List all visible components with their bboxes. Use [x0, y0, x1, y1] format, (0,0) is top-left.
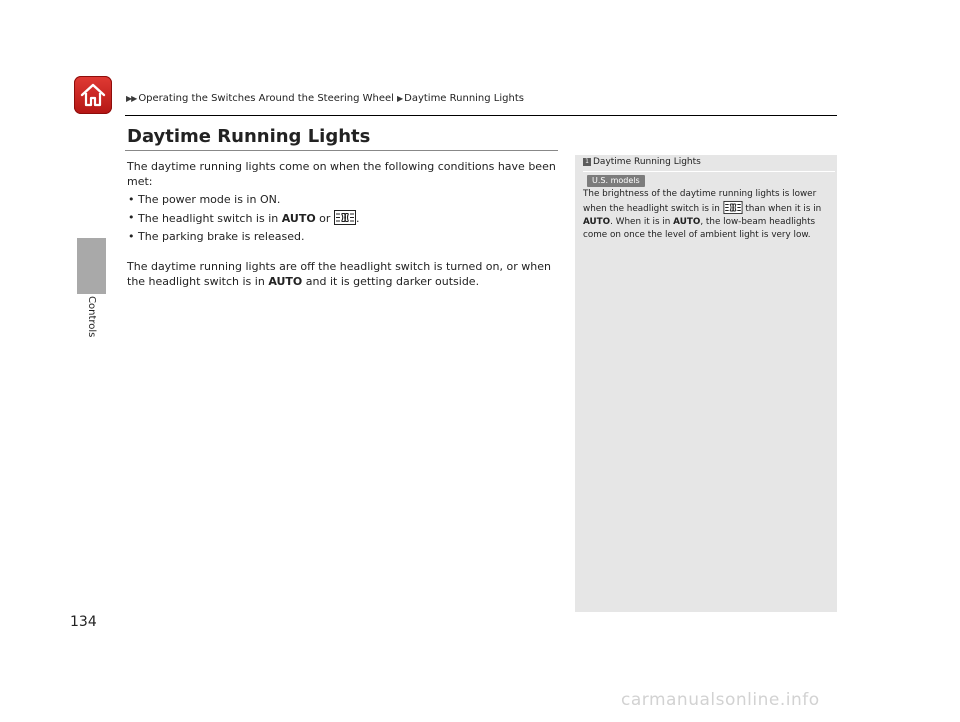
title-divider [125, 150, 558, 151]
list-item [127, 229, 567, 244]
home-icon [79, 82, 107, 108]
breadcrumb-item-current: Daytime Running Lights [404, 93, 524, 104]
auto-label: AUTO [268, 275, 303, 288]
breadcrumb [126, 93, 524, 104]
breadcrumb-arrow-icon: ▶ [396, 94, 403, 103]
note-text: , the low-beam headlights come on once the level of ambient light is very low. [583, 217, 816, 240]
list-item-text: The parking brake is released. [138, 230, 305, 243]
list-item-text: The power mode is in ON. [138, 193, 281, 206]
headlight-symbol-icon [334, 210, 356, 225]
list-item-text: . [355, 212, 360, 225]
page-number: 134 [70, 614, 97, 630]
main-body [127, 159, 567, 289]
note-text: than when it is in [742, 204, 822, 214]
sidebar-heading-text: Daytime Running Lights [593, 157, 701, 167]
sidebar-heading [583, 157, 701, 167]
watermark: carmanualsonline.info [621, 690, 820, 710]
sidebar-note [583, 188, 831, 242]
headlight-symbol-icon [723, 201, 743, 214]
breadcrumb-arrow-icon: ▶▶ [126, 94, 137, 103]
reference-number-icon: 1 [583, 158, 591, 166]
sidebar-paragraph [583, 188, 831, 242]
section-tab-label: Controls [86, 296, 97, 338]
header-divider [125, 115, 837, 116]
auto-label: AUTO [673, 217, 701, 227]
list-item [127, 192, 567, 207]
list-item-text: or [315, 212, 334, 225]
auto-label: AUTO [583, 217, 611, 227]
list-item-text: The headlight switch is in [138, 212, 282, 225]
region-badge: U.S. models [587, 175, 645, 187]
note-text: The brightness of the daytime running lights is lower when the headlight switch is in [583, 189, 817, 214]
paragraph-text: and it is getting darker outside. [302, 275, 480, 288]
breadcrumb-item[interactable]: Operating the Switches Around the Steering Wheel [138, 93, 394, 104]
page-title: Daytime Running Lights [127, 126, 371, 147]
paragraph-text: The daytime running lights are off the headlight switch is turned on, or when the headlight switch is in [127, 260, 551, 288]
home-button[interactable] [74, 76, 112, 114]
intro-text: The daytime running lights come on when the following conditions have been met: [127, 160, 556, 188]
note-text: . When it is in [610, 217, 674, 227]
auto-label: AUTO [281, 212, 316, 225]
notes-sidebar [575, 155, 837, 612]
sidebar-divider [583, 171, 835, 172]
section-tab[interactable] [77, 238, 106, 294]
list-item [127, 210, 567, 226]
body-paragraph [127, 259, 567, 289]
conditions-list [127, 192, 567, 244]
